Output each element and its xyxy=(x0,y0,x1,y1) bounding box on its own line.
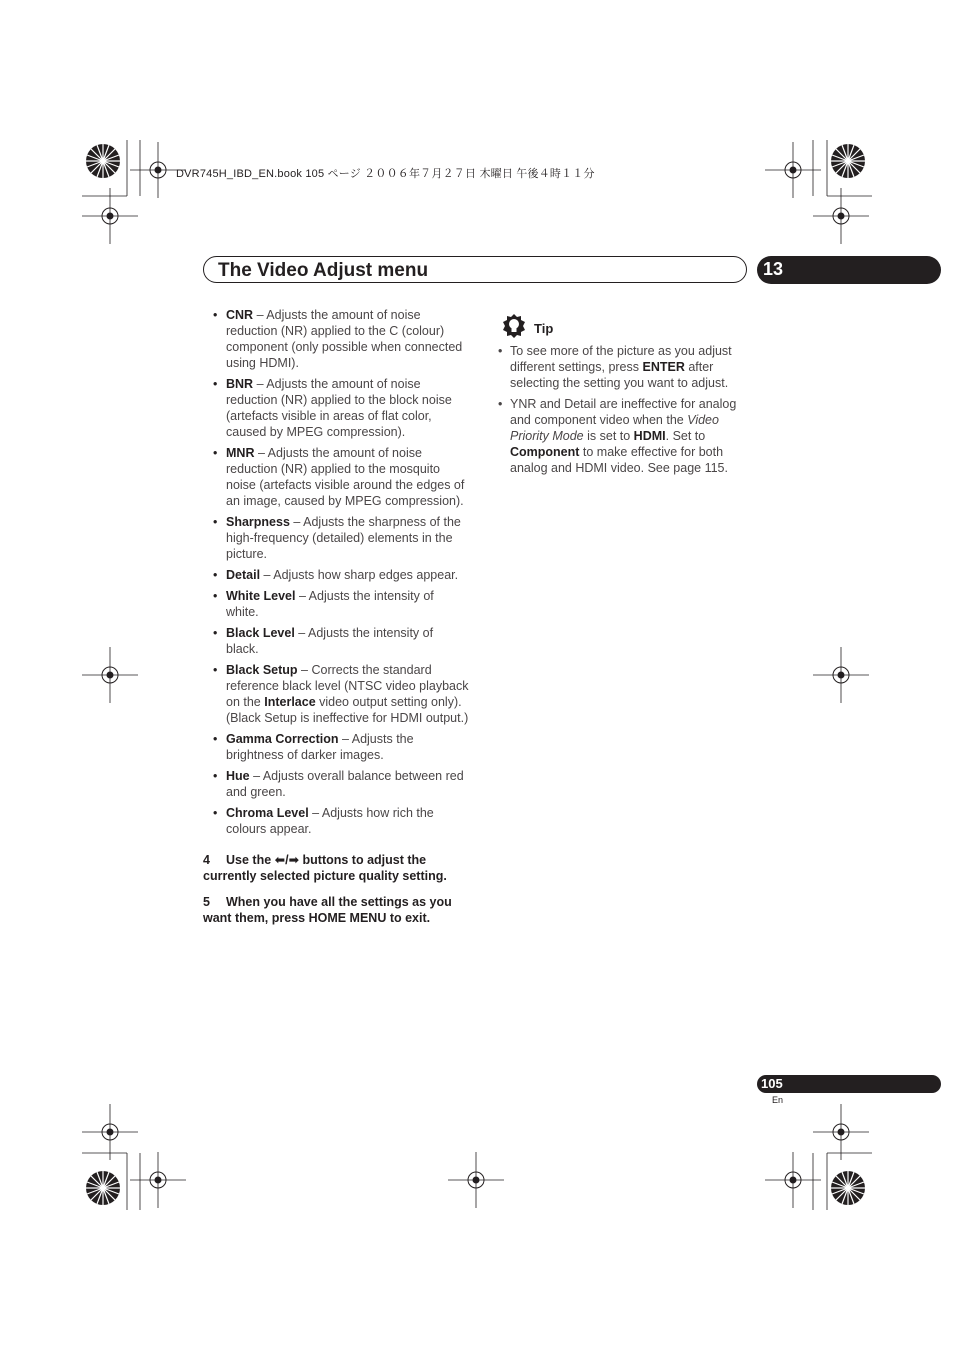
step-number: 5 xyxy=(203,895,210,909)
tip-item xyxy=(497,396,751,476)
tip-bold: ENTER xyxy=(642,360,685,374)
tip-header xyxy=(497,313,751,339)
list-item xyxy=(203,307,469,371)
tip-text: . Set to xyxy=(665,429,706,443)
chapter-number: 13 xyxy=(763,259,784,279)
list-item xyxy=(203,731,469,763)
list-item-text: – Adjusts how sharp edges appear. xyxy=(260,568,459,582)
list-item xyxy=(203,662,469,726)
crosshair-mark-8 xyxy=(813,1104,869,1160)
list-item-term: Gamma Correction xyxy=(226,732,339,746)
list-item-term: Black Setup xyxy=(226,663,298,677)
tip-item xyxy=(497,343,751,391)
tip-text: is set to xyxy=(583,429,634,443)
tip-text: to make effective for both analog and HDMI video. See page 115. xyxy=(510,445,728,475)
step-number: 4 xyxy=(203,853,210,867)
page-title-box xyxy=(203,256,747,283)
tip-italic: Video Priority Mode xyxy=(510,413,719,443)
chapter-tab xyxy=(757,256,941,284)
list-item-bold: Interlace xyxy=(264,695,316,709)
list-item-term: Sharpness xyxy=(226,515,290,529)
list-item-term: Black Level xyxy=(226,626,295,640)
page-title: The Video Adjust menu xyxy=(218,260,429,281)
step-text: Use the ⬅/➡ buttons to adjust the currently selected picture quality setting. xyxy=(203,853,447,883)
list-item xyxy=(203,514,469,562)
list-item-term: CNR xyxy=(226,308,254,322)
tip-bold: HDMI xyxy=(633,429,666,443)
list-item-text: – Adjusts the amount of noise reduction (NR) applied to the mosquito noise (artefacts visible around the edges of an image, caused by MPEG compression). xyxy=(226,446,465,508)
list-item xyxy=(203,625,469,657)
list-item-text: – Adjusts overall balance between red and green. xyxy=(226,769,464,799)
list-item xyxy=(203,588,469,620)
left-column xyxy=(203,307,469,926)
crosshair-mark-9 xyxy=(130,1152,186,1208)
list-item xyxy=(203,805,469,837)
list-item-text: – Adjusts the intensity of white. xyxy=(226,589,434,619)
file-header: DVR745H_IBD_EN.book 105 ページ ２００６年７月２７日 木曜日 午後４時１１分 xyxy=(176,168,595,180)
tip-label: Tip xyxy=(534,321,554,336)
list-item xyxy=(203,768,469,800)
starburst-mark-bottom-right xyxy=(831,1171,865,1205)
list-item-text: – Corrects the standard reference black level (NTSC video playback on the xyxy=(226,663,469,709)
list-item-term: White Level xyxy=(226,589,296,603)
list-item-term: Chroma Level xyxy=(226,806,309,820)
list-item-text: – Adjusts the amount of noise reduction (NR) applied to the block noise (artefacts visible in areas of flat color, caused by MPEG compression). xyxy=(226,377,452,439)
list-item-term: Detail xyxy=(226,568,261,582)
tip-text: after selecting the setting you want to adjust. xyxy=(510,360,729,390)
list-item-text: – Adjusts the brightness of darker images. xyxy=(226,732,414,762)
list-item-term: BNR xyxy=(226,377,254,391)
list-item-text: – Adjusts how rich the colours appear. xyxy=(226,806,434,836)
starburst-mark-bottom-left xyxy=(86,1171,120,1205)
settings-list xyxy=(203,307,469,837)
list-item-text: – Adjusts the intensity of black. xyxy=(226,626,434,656)
tip-list xyxy=(497,343,751,476)
page-number: 105 xyxy=(761,1076,783,1091)
list-item-term: Hue xyxy=(226,769,250,783)
crosshair-mark-6 xyxy=(813,647,869,703)
crosshair-mark-7 xyxy=(82,1104,138,1160)
list-item-text: – Adjusts the amount of noise reduction (NR) applied to the C (colour) component (only possible when connected using HDMI). xyxy=(226,308,463,370)
step-4 xyxy=(203,852,469,884)
step-5 xyxy=(203,894,469,926)
page-number-tab xyxy=(757,1075,941,1093)
step-text: When you have all the settings as you want them, press HOME MENU to exit. xyxy=(203,895,452,925)
tip-text: To see more of the picture as you adjust different settings, press xyxy=(510,344,732,374)
tip-column xyxy=(497,313,751,481)
page-language: En xyxy=(772,1095,784,1105)
crosshair-mark-5 xyxy=(82,647,138,703)
crosshair-mark-10 xyxy=(448,1152,504,1208)
list-item-term: MNR xyxy=(226,446,255,460)
list-item xyxy=(203,376,469,440)
lightbulb-icon xyxy=(501,313,527,339)
list-item-text: – Adjusts the sharpness of the high-frequency (detailed) elements in the picture. xyxy=(226,515,461,561)
starburst-mark-top-right xyxy=(831,144,865,178)
tip-bold: Component xyxy=(510,445,580,459)
list-item xyxy=(203,567,469,583)
crop-lines xyxy=(82,140,872,1210)
list-item-text: video output setting only). (Black Setup is ineffective for HDMI output.) xyxy=(226,695,469,725)
list-item xyxy=(203,445,469,509)
starburst-mark-top-left xyxy=(86,144,120,178)
tip-text: YNR and Detail are ineffective for analog and component video when the xyxy=(510,397,737,427)
